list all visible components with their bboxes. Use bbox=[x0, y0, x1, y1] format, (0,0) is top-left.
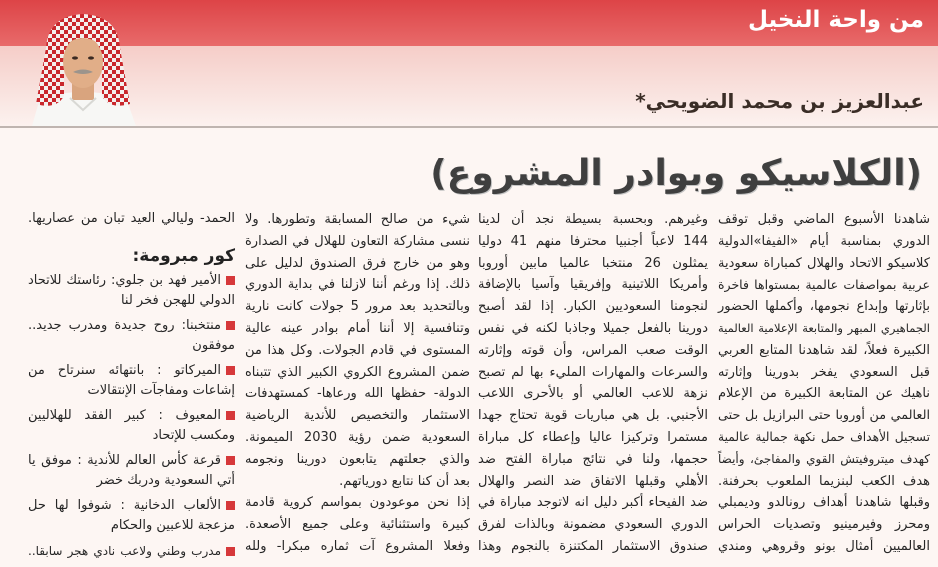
article-column-2 bbox=[478, 209, 708, 558]
article-line bbox=[245, 231, 470, 253]
article-line-text: الأجنبي. بل هي مباريات قوية تحتاج جهدا bbox=[478, 408, 708, 424]
article-line-text: وبالتحديد بعد مرور 5 جولات كانت نارية bbox=[245, 299, 471, 315]
article-line-text: عربية بمواصفات عالمية بمستواها فاخرة bbox=[718, 277, 930, 293]
bullet-square-icon bbox=[226, 547, 235, 556]
bullet-square-icon bbox=[226, 276, 235, 285]
tip-line-wrap bbox=[28, 318, 235, 333]
article-line bbox=[245, 209, 470, 231]
tip-line-text: موفقون bbox=[192, 338, 235, 353]
article-line bbox=[718, 253, 930, 275]
article-line-text: والذي جعلتهم يتابعون دورينا ونجومه bbox=[245, 451, 470, 467]
article-line bbox=[245, 536, 470, 558]
article-line bbox=[245, 492, 470, 514]
bullet-square-icon bbox=[226, 411, 235, 420]
tip-line-wrap bbox=[28, 408, 235, 423]
tip-line-text: أتي السعودية ودربك خضر bbox=[96, 473, 235, 488]
article-line bbox=[478, 514, 708, 536]
article-line bbox=[718, 471, 930, 493]
article-line-text: المستوى في قادم الجولات. وكل هذا من bbox=[245, 342, 470, 358]
article-line-text: تسجيل الأهداف حمل نكهة جمالية عالمية bbox=[718, 429, 930, 444]
article-line bbox=[478, 427, 708, 449]
section-title: من واحة النخيل bbox=[747, 7, 924, 33]
article-line-text: نزهة للاعب العالمي أو بالأحرى اللاعب bbox=[478, 386, 708, 402]
article-line-text: الكبيرة فعلاً، لقد شاهدنا المتابع العربي bbox=[718, 342, 930, 358]
article-line bbox=[718, 536, 930, 558]
article-line bbox=[245, 296, 470, 318]
tip-line bbox=[28, 471, 235, 491]
tip-item bbox=[28, 406, 235, 446]
article-line-text: وهو من خارج فرق الصندوق لدليل على bbox=[245, 255, 470, 271]
tip-item bbox=[28, 316, 235, 356]
article-line-text: بعد أن كنا نتابع دورياتهم. bbox=[339, 473, 470, 489]
tip-line bbox=[28, 496, 235, 516]
article-line-text: حجمها، ولنا في نتائج مباراة الفتح ضد bbox=[478, 451, 708, 467]
tip-line-text: الدولي للهجن فخر لنا bbox=[120, 293, 235, 308]
article-line-text: وفعلا المشروع آت ثماره مبكرا- ولله bbox=[245, 538, 470, 554]
article-line-text: وأمريكا اللاتينية وإفريقيا وآسيا بالإضافة bbox=[478, 277, 708, 293]
tip-line-text: الميركاتو : بانتهائه سنرتاح من bbox=[28, 363, 221, 378]
article-line-text: العالميين أمثال بونو وقروهي ومندي bbox=[718, 538, 930, 554]
tip-line-text: قرعة كأس العالم للأندية : موفق يا bbox=[28, 453, 221, 468]
article-line bbox=[718, 514, 930, 536]
article-line-text: السعودية ضمن رؤية 2030 الميمونة. bbox=[245, 429, 470, 445]
sidebar-lead-text: الحمد- وليالي العيد تبان من عصاريها. bbox=[28, 211, 235, 226]
article-line-text: قبل السعودي يفخر بدورينا وإثارته bbox=[718, 364, 930, 380]
article-line-text: ناهيك عن المتابعة الكبيرة من الإعلام bbox=[718, 386, 930, 402]
article-line-text: الدوري بمناسبة أيام «الفيفا»الدولية bbox=[718, 233, 930, 249]
tip-item bbox=[28, 451, 235, 491]
article-line bbox=[718, 340, 930, 362]
article-line-text: بإثارتها وإبداع نجومها، وأكملها الحضور bbox=[718, 299, 930, 315]
tip-line bbox=[28, 291, 235, 311]
article-line-text: الدولة- حفظها الله ورعاها- كمستهدفات bbox=[245, 386, 470, 402]
bullet-square-icon bbox=[226, 366, 235, 375]
article-line-text: الوقت صعب المراس، وأن قوته وإثارته bbox=[478, 342, 708, 358]
tip-line-text: الأمير فهد بن جلوي: رئاستك للاتحاد bbox=[28, 273, 221, 288]
article-line bbox=[478, 340, 708, 362]
tip-line bbox=[28, 426, 235, 446]
article-line bbox=[245, 383, 470, 405]
article-column-1 bbox=[718, 209, 930, 558]
tip-line bbox=[28, 316, 235, 336]
article-line-text: لنجومنا السعوديين الكبار. إذا لقد أصبح bbox=[478, 299, 708, 315]
article-line bbox=[718, 209, 930, 231]
article-line bbox=[718, 274, 930, 296]
tip-line-text: مدرب وطني ولاعب نادي هجر سابقا.. bbox=[28, 544, 221, 558]
article-line bbox=[478, 296, 708, 318]
article-line bbox=[245, 318, 470, 340]
bullet-square-icon bbox=[226, 321, 235, 330]
article-line bbox=[718, 318, 930, 340]
article-line bbox=[718, 449, 930, 471]
article-line bbox=[718, 383, 930, 405]
article-line bbox=[718, 405, 930, 427]
article-column-3 bbox=[245, 209, 470, 558]
article-title: (الكلاسيكو وبوادر المشروع) bbox=[430, 153, 922, 194]
tip-line bbox=[28, 336, 235, 356]
article-line bbox=[478, 383, 708, 405]
article-line-text: ننسى مشاركة التعاون للهلال في الصدارة bbox=[245, 233, 470, 249]
bullet-square-icon bbox=[226, 456, 235, 465]
article-line-text: دورينا بالفعل جميلا وجاذبا لكنه في نفس bbox=[478, 320, 708, 336]
article-line bbox=[245, 405, 470, 427]
header-divider bbox=[0, 126, 938, 128]
article-line-text: الدوري السعودي مضمونة وبالذات لفرق bbox=[478, 517, 708, 533]
tip-item bbox=[28, 361, 235, 401]
article-line-text: كهدف ميتروفيتش القوي والمفاجئ، وأيضاً bbox=[718, 451, 930, 466]
article-line-text: وقبلها شاهدنا أهداف رونالدو وديمبلي bbox=[718, 495, 930, 511]
article-line-text: وتنافسية إلا أننا أمام بوادر عينه عالية bbox=[245, 320, 470, 336]
tip-line-wrap bbox=[97, 473, 235, 488]
article-line bbox=[478, 209, 708, 231]
tip-line bbox=[28, 451, 235, 471]
author-photo bbox=[24, 6, 142, 126]
article-line-text: ذلك. إذا ورغم أننا لازلنا في بداية الدوري bbox=[245, 277, 470, 293]
article-line-text: شاهدنا الأسبوع الماضي وقبل توقف bbox=[718, 212, 930, 227]
tip-item bbox=[28, 271, 235, 311]
article-line bbox=[245, 340, 470, 362]
article-line bbox=[718, 427, 930, 449]
tip-line-text: إشاعات ومفاجآت الإنتقالات bbox=[87, 383, 235, 398]
tips-heading: كور مبرومة: bbox=[132, 246, 235, 266]
article-line bbox=[245, 514, 470, 536]
article-line bbox=[478, 231, 708, 253]
article-line-text: مستمرا وتركيزا عاليا وإعطاء كل مباراة bbox=[478, 429, 708, 445]
article-line bbox=[718, 231, 930, 253]
article-line bbox=[718, 296, 930, 318]
tip-line-wrap bbox=[192, 338, 235, 353]
tip-line bbox=[28, 361, 235, 381]
tip-line-wrap bbox=[28, 273, 235, 288]
tip-line bbox=[28, 381, 235, 401]
tip-line-wrap bbox=[121, 293, 235, 308]
article-line-text: كبيرة واستثنائية وعلى جميع الأصعدة. bbox=[245, 517, 470, 533]
article-line bbox=[245, 471, 470, 493]
article-line-text: كلاسيكو الاتحاد والهلال كمباراة سعودية bbox=[718, 255, 930, 271]
article-line bbox=[478, 536, 708, 558]
tip-line-wrap bbox=[28, 363, 235, 378]
tip-line-text: مزعجة للاعبين والحكام bbox=[110, 518, 235, 533]
tip-line-wrap bbox=[28, 498, 235, 513]
tip-item bbox=[28, 541, 235, 561]
article-line bbox=[478, 405, 708, 427]
article-line bbox=[478, 253, 708, 275]
article-line bbox=[478, 449, 708, 471]
author-name: عبدالعزيز بن محمد الضويحي* bbox=[635, 89, 924, 113]
article-line bbox=[478, 274, 708, 296]
article-line-text: شيء من صالح المسابقة وتطورها. ولا bbox=[245, 212, 470, 227]
tip-line bbox=[28, 271, 235, 291]
article-line-text: الجماهيري المبهر والمتابعة الإعلامية العالمية bbox=[718, 320, 930, 335]
article-line-text: هدف الكعب لبنزيما الملعوب بحرفنة. bbox=[718, 473, 930, 489]
tip-line-text: منتخبنا: روح جديدة ومدرب جديد.. bbox=[28, 318, 221, 333]
article-line bbox=[718, 492, 930, 514]
sidebar-lead-wrap bbox=[28, 211, 235, 226]
article-line-text: وغيرهم. وبحسبة بسيطة نجد أن لدينا bbox=[478, 212, 708, 227]
article-line-text: يمثلون 26 منتخبا عالميا مابين أوروبا bbox=[478, 255, 708, 271]
article-line-text: إذا نحن موعودون بمواسم كروية قادمة bbox=[245, 495, 470, 511]
tip-line-wrap bbox=[111, 518, 235, 533]
tip-line-wrap bbox=[28, 544, 235, 558]
article-line bbox=[478, 362, 708, 384]
article-line-text: ضد الفيحاء أكبر دليل انه لاتوجد مباراة في bbox=[478, 495, 708, 511]
article-line-text: ومحرز وفيرمينيو وتصديات الحراس bbox=[718, 517, 930, 533]
article-line bbox=[478, 318, 708, 340]
article-line bbox=[245, 274, 470, 296]
tip-line bbox=[28, 516, 235, 536]
article-line-text: ضمن المشروع الكروي الكبير الذي تتبناه bbox=[245, 364, 470, 380]
article-line bbox=[245, 362, 470, 384]
tip-line-wrap bbox=[88, 383, 235, 398]
tip-line-text: المعيوف : كبير الفقد للهلاليين bbox=[28, 408, 221, 423]
tip-line bbox=[28, 541, 235, 561]
article-line-text: والسرعات والمهارات المليء بها لم تصبح bbox=[478, 364, 708, 380]
article-line-text: صندوق الاستثمار المكتنزة بالنجوم وهذا bbox=[478, 538, 708, 554]
article-line-text: 144 لاعباً أجنبيا محترفا منهم 41 دوليا bbox=[478, 233, 709, 249]
tip-item bbox=[28, 496, 235, 536]
article-line bbox=[718, 362, 930, 384]
article-line bbox=[478, 471, 708, 493]
bullet-square-icon bbox=[226, 501, 235, 510]
sidebar-lead-line bbox=[28, 209, 235, 229]
tip-line-wrap bbox=[153, 428, 235, 443]
article-line bbox=[245, 449, 470, 471]
tip-line-wrap bbox=[28, 453, 235, 468]
sidebar-column bbox=[28, 209, 235, 566]
article-line-text: الأهلي وقبلها الاتفاق ضد النصر والهلال bbox=[478, 473, 708, 489]
article-line-text: الاستثمار والتخصيص للأندية الرياضية bbox=[245, 408, 470, 424]
article-line bbox=[245, 427, 470, 449]
tip-line-text: الألعاب الدخانية : شوفوا لها حل bbox=[28, 498, 221, 513]
tips-list bbox=[28, 271, 235, 561]
article-line bbox=[245, 253, 470, 275]
article-line bbox=[478, 492, 708, 514]
tip-line bbox=[28, 406, 235, 426]
tip-line-text: ومكسب للإتحاد bbox=[152, 428, 235, 443]
article-line-text: العالمي من أوروبا حتى البرازيل بل حتى bbox=[718, 408, 930, 424]
